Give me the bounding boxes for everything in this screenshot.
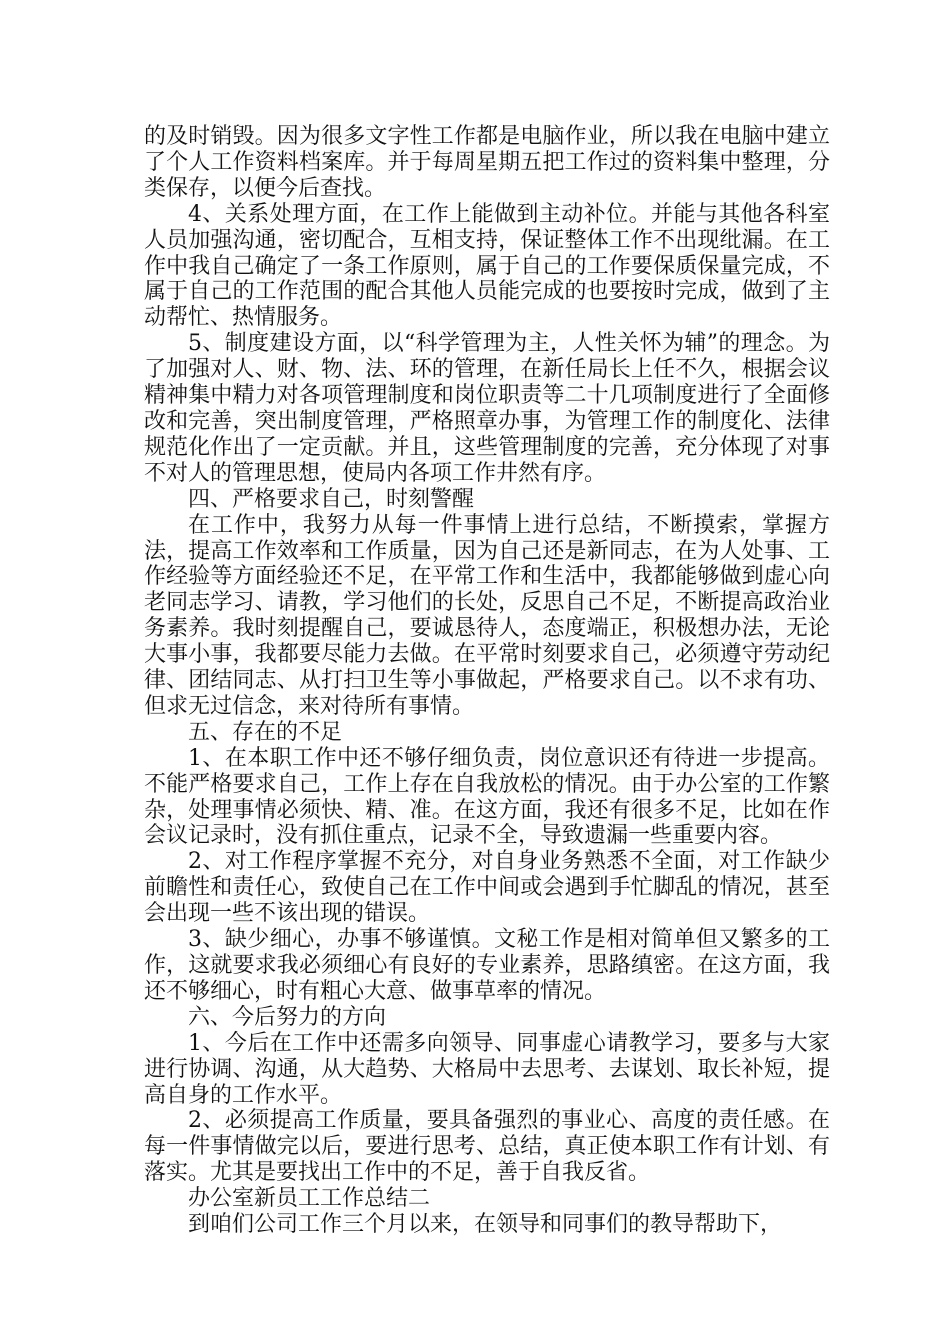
document-page — [144, 124, 830, 1238]
paragraph-summary-two-intro: 到咱们公司工作三个月以来，在领导和同事们的教导帮助下， — [188, 1212, 783, 1238]
paragraph-shortcoming-1: 1、在本职工作中还不够仔细负责，岗位意识还有待进一步提高。不能严格要求自己，工作上存在自我放松的情况。由于办公室的工作繁杂，处理事情必须快、精、准。在这方面，我还有很多不足，比如在作会议记录时，没有抓住重点，记录不全，导致遗漏一些重要内容。 — [144, 745, 830, 849]
section-heading-five: 五、存在的不足 — [188, 719, 343, 745]
section-heading-six: 六、今后努力的方向 — [188, 1004, 387, 1030]
paragraph-self-discipline: 在工作中，我努力从每一件事情上进行总结，不断摸索，掌握方法，提高工作效率和工作质量，因为自己还是新同志，在为人处事、工作经验等方面经验还不足，在平常工作和生活中，我都能够做到虚心向老同志学习、请教，学习他们的长处，反思自己不足，不断提高政治业务素养。我时刻提醒自己，要诚恳待人，态度端正，积极想办法，无论大事小事，我都要尽能力去做。在平常时刻要求自己，必须遵守劳动纪律、团结同志、从打扫卫生等小事做起，严格要求自己。以不求有功、但求无过信念，来对待所有事情。 — [144, 512, 830, 719]
section-heading-four: 四、严格要求自己，时刻警醒 — [188, 486, 475, 512]
summary-two-title: 办公室新员工工作总结二 — [188, 1186, 431, 1212]
paragraph-system-building: 5、制度建设方面，以“科学管理为主，人性关怀为辅”的理念。为了加强对人、财、物、法、环的管理，在新任局长上任不久，根据会议精神集中精力对各项管理制度和岗位职责等二十几项制度进行了全面修改和完善，突出制度管理，严格照章办事，为管理工作的制度化、法律规范化作出了一定贡献。并且，这些管理制度的完善，充分体现了对事不对人的管理思想，使局内各项工作井然有序。 — [144, 331, 830, 486]
paragraph-shortcoming-2: 2、对工作程序掌握不充分，对自身业务熟悉不全面，对工作缺少前瞻性和责任心，致使自己在工作中间或会遇到手忙脚乱的情况，甚至会出现一些不该出现的错误。 — [144, 849, 830, 927]
paragraph-archive: 的及时销毁。因为很多文字性工作都是电脑作业，所以我在电脑中建立了个人工作资料档案库。并于每周星期五把工作过的资料集中整理，分类保存，以便今后查找。 — [144, 124, 830, 201]
paragraph-shortcoming-3: 3、缺少细心，办事不够谨慎。文秘工作是相对简单但又繁多的工作，这就要求我必须细心有良好的专业素养，思路缜密。在这方面，我还不够细心，时有粗心大意、做事草率的情况。 — [144, 927, 830, 1004]
paragraph-direction-1: 1、今后在工作中还需多向领导、同事虚心请教学习，要多与大家进行协调、沟通，从大趋势、大格局中去思考、去谋划、取长补短，提高自身的工作水平。 — [144, 1030, 830, 1108]
paragraph-direction-2: 2、必须提高工作质量，要具备强烈的事业心、高度的责任感。在每一件事情做完以后，要进行思考、总结，真正使本职工作有计划、有落实。尤其是要找出工作中的不足，善于自我反省。 — [144, 1108, 830, 1186]
paragraph-relations: 4、关系处理方面，在工作上能做到主动补位。并能与其他各科室人员加强沟通，密切配合，互相支持，保证整体工作不出现纰漏。在工作中我自己确定了一条工作原则，属于自己的工作要保质保量完成，不属于自己的工作范围的配合其他人员能完成的也要按时完成，做到了主动帮忙、热情服务。 — [144, 201, 830, 331]
